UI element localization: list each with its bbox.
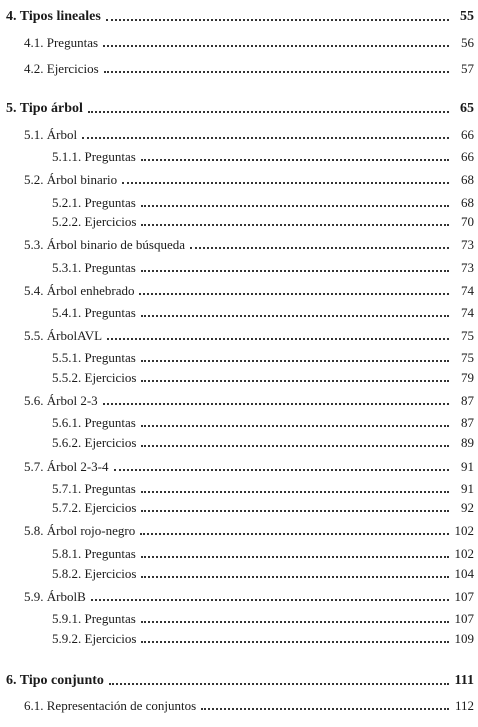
dot-leader xyxy=(103,45,449,47)
toc-entry-label: 6.1. Representación de conjuntos xyxy=(24,698,197,713)
toc-entry-page: 73 xyxy=(461,237,474,252)
dot-leader xyxy=(141,159,449,161)
toc-entry-page: 102 xyxy=(454,546,474,561)
toc-entry-label: 5.4.1. Preguntas xyxy=(52,305,136,320)
toc-entry-page: 56 xyxy=(461,35,474,50)
toc-entry-page: 66 xyxy=(461,149,474,164)
dot-leader xyxy=(91,599,449,601)
dot-leader xyxy=(141,380,449,382)
toc-entry-page: 89 xyxy=(461,435,474,450)
dot-leader xyxy=(88,111,449,113)
toc-entry[interactable] xyxy=(0,190,478,210)
dot-leader xyxy=(141,360,449,362)
toc-entry[interactable] xyxy=(0,606,478,626)
dot-leader xyxy=(114,469,450,471)
toc-entry-page: 92 xyxy=(461,500,474,515)
toc-entry-label: 5.6.2. Ejercicios xyxy=(52,435,137,450)
toc-entry[interactable] xyxy=(0,209,478,229)
toc-entry-label: 5.1.1. Preguntas xyxy=(52,149,136,164)
toc-entry-label: 5.5.2. Ejercicios xyxy=(52,370,137,385)
dot-leader xyxy=(141,621,449,623)
toc-entry-page: 68 xyxy=(461,172,474,187)
toc-entry-label: 5.8.2. Ejercicios xyxy=(52,566,137,581)
toc-entry-page: 74 xyxy=(461,305,474,320)
toc-entry-label: 5.9. ÁrbolB xyxy=(24,589,86,604)
dot-leader xyxy=(107,338,449,340)
toc-entry[interactable] xyxy=(0,56,478,76)
toc-entry-page: 87 xyxy=(461,415,474,430)
toc-entry-page: 102 xyxy=(454,523,474,538)
toc-entry[interactable] xyxy=(0,122,478,142)
dot-leader xyxy=(141,556,449,558)
dot-leader xyxy=(141,576,449,578)
dot-leader xyxy=(141,270,449,272)
toc-entry[interactable] xyxy=(0,255,478,275)
dot-leader xyxy=(103,403,449,405)
toc-entry-page: 74 xyxy=(461,283,474,298)
toc-entry-page: 75 xyxy=(461,350,474,365)
toc-entry[interactable] xyxy=(0,345,478,365)
dot-leader xyxy=(190,247,449,249)
dot-leader xyxy=(141,491,449,493)
toc-entry[interactable] xyxy=(0,561,478,581)
toc-entry-label: 6. Tipo conjunto xyxy=(6,673,104,688)
dot-leader xyxy=(141,425,449,427)
toc-entry-page: 109 xyxy=(454,631,474,646)
toc-entry-label: 5.5.1. Preguntas xyxy=(52,350,136,365)
dot-leader xyxy=(140,533,449,535)
toc-entry-label: 5.3. Árbol binario de búsqueda xyxy=(24,237,186,252)
toc-entry[interactable] xyxy=(0,430,478,450)
toc-entry-label: 5.2.2. Ejercicios xyxy=(52,214,137,229)
toc-entry[interactable] xyxy=(0,668,478,688)
toc-entry[interactable] xyxy=(0,96,478,116)
dot-leader xyxy=(201,708,449,710)
dot-leader xyxy=(139,293,449,295)
toc-entry-label: 5.8.1. Preguntas xyxy=(52,546,136,561)
toc-entry[interactable] xyxy=(0,232,478,252)
toc-entry-label: 5.2.1. Preguntas xyxy=(52,195,136,210)
toc-entry-label: 5.8. Árbol rojo-negro xyxy=(24,523,136,538)
toc-entry-label: 5.6. Árbol 2-3 xyxy=(24,393,98,408)
toc-entry[interactable] xyxy=(0,626,478,646)
toc-entry-page: 66 xyxy=(461,127,474,142)
toc-entry-label: 5. Tipo árbol xyxy=(6,101,83,116)
toc-entry[interactable] xyxy=(0,410,478,430)
dot-leader xyxy=(106,19,449,21)
toc-entry[interactable] xyxy=(0,495,478,515)
toc-entry[interactable] xyxy=(0,323,478,343)
dot-leader xyxy=(141,641,449,643)
toc-entry-label: 5.7. Árbol 2-3-4 xyxy=(24,459,109,474)
dot-leader xyxy=(141,315,449,317)
toc-entry-label: 5.1. Árbol xyxy=(24,127,78,142)
toc-entry-page: 107 xyxy=(454,611,474,626)
toc-entry-label: 5.9.2. Ejercicios xyxy=(52,631,137,646)
toc-entry[interactable] xyxy=(0,541,478,561)
toc-entry-page: 65 xyxy=(460,101,474,116)
toc-entry[interactable] xyxy=(0,30,478,50)
toc-entry-label: 5.2. Árbol binario xyxy=(24,172,118,187)
toc-entry[interactable] xyxy=(0,144,478,164)
toc-entry[interactable] xyxy=(0,300,478,320)
toc-entry-label: 4.1. Preguntas xyxy=(24,35,99,50)
toc-entry-page: 57 xyxy=(461,61,474,76)
toc-entry-page: 87 xyxy=(461,393,474,408)
toc-entry-label: 5.5. ÁrbolAVL xyxy=(24,328,103,343)
toc-entry[interactable] xyxy=(0,693,478,713)
toc-entry[interactable] xyxy=(0,476,478,496)
toc-entry[interactable] xyxy=(0,4,478,24)
toc-entry-page: 91 xyxy=(461,459,474,474)
toc-entry-page: 91 xyxy=(461,481,474,496)
toc-entry-page: 104 xyxy=(454,566,474,581)
toc-entry[interactable] xyxy=(0,518,478,538)
toc-entry-page: 73 xyxy=(461,260,474,275)
toc-entry-page: 55 xyxy=(460,9,474,24)
toc-entry[interactable] xyxy=(0,454,478,474)
toc-entry-page: 70 xyxy=(461,214,474,229)
toc-entry-page: 79 xyxy=(461,370,474,385)
dot-leader xyxy=(141,224,449,226)
toc-entry-label: 5.7.1. Preguntas xyxy=(52,481,136,496)
toc-entry-label: 4.2. Ejercicios xyxy=(24,61,99,76)
toc-entry[interactable] xyxy=(0,584,478,604)
toc-entry-page: 111 xyxy=(454,673,474,688)
toc-entry-page: 68 xyxy=(461,195,474,210)
dot-leader xyxy=(141,445,449,447)
toc-entry[interactable] xyxy=(0,167,478,187)
toc-entry-label: 5.9.1. Preguntas xyxy=(52,611,136,626)
toc-entry[interactable] xyxy=(0,388,478,408)
toc-entry-label: 5.4. Árbol enhebrado xyxy=(24,283,135,298)
dot-leader xyxy=(82,137,449,139)
toc-entry-page: 112 xyxy=(454,698,474,713)
toc-entry-label: 5.6.1. Preguntas xyxy=(52,415,136,430)
dot-leader xyxy=(141,510,449,512)
toc-entry-label: 5.7.2. Ejercicios xyxy=(52,500,137,515)
toc-entry[interactable] xyxy=(0,278,478,298)
toc-entry-label: 5.3.1. Preguntas xyxy=(52,260,136,275)
toc-entry-page: 107 xyxy=(454,589,474,604)
toc-entry[interactable] xyxy=(0,365,478,385)
dot-leader xyxy=(104,71,449,73)
dot-leader xyxy=(122,182,449,184)
toc-entry-label: 4. Tipos lineales xyxy=(6,9,101,24)
toc-entry-page: 75 xyxy=(461,328,474,343)
dot-leader xyxy=(109,683,449,685)
dot-leader xyxy=(141,205,449,207)
